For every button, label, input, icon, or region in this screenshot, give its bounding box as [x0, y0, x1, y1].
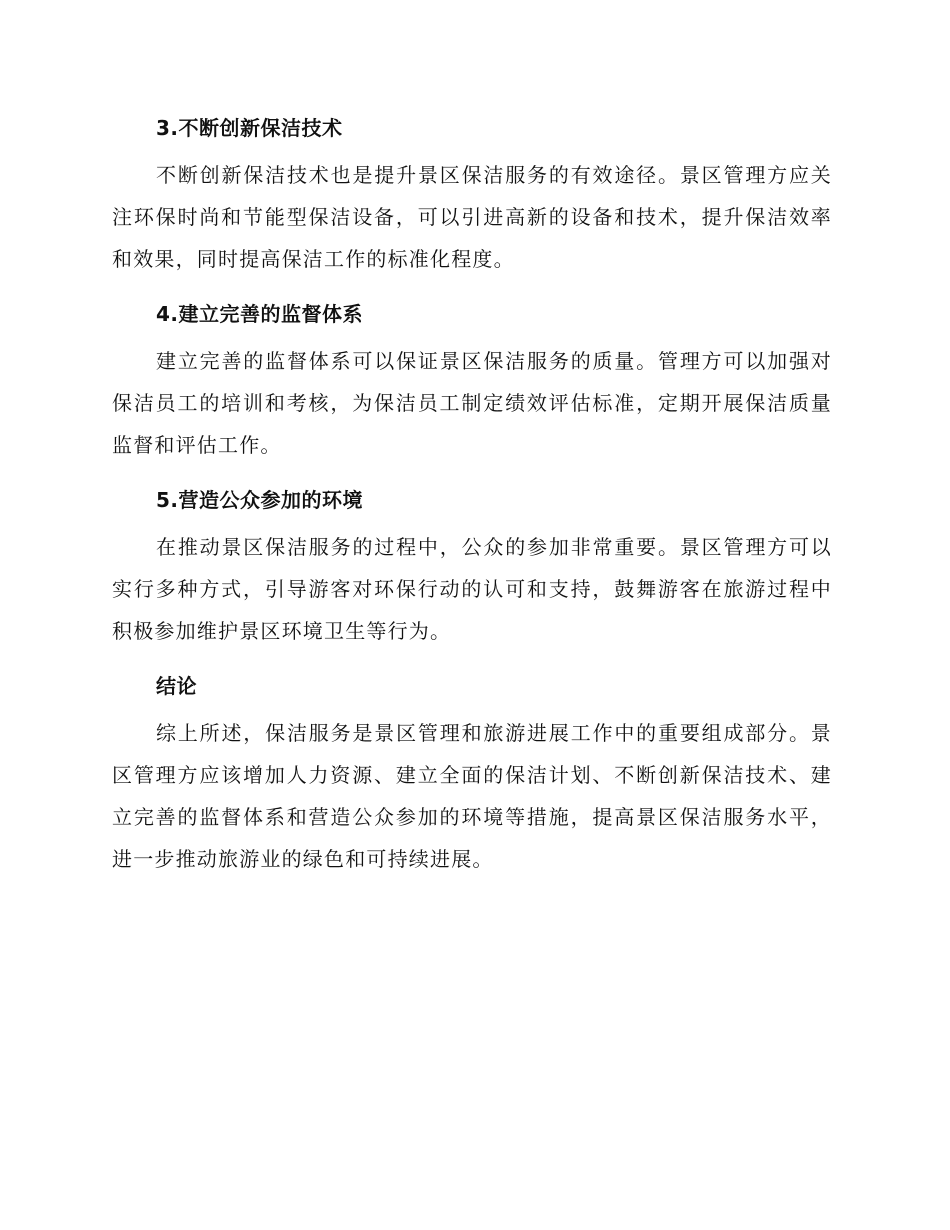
section-paragraph: 建立完善的监督体系可以保证景区保洁服务的质量。管理方可以加强对保洁员工的培训和考核，为保洁员工制定绩效评估标准，定期开展保洁质量监督和评估工作。: [112, 349, 832, 457]
section-paragraph: 不断创新保洁技术也是提升景区保洁服务的有效途径。景区管理方应关注环保时尚和节能型保洁设备，可以引进高新的设备和技术，提升保洁效率和效果，同时提高保洁工作的标准化程度。: [112, 163, 832, 271]
section-paragraph: 综上所述，保洁服务是景区管理和旅游进展工作中的重要组成部分。景区管理方应该增加人力资源、建立全面的保洁计划、不断创新保洁技术、建立完善的监督体系和营造公众参加的环境等措施，提高景区保洁服务水平，进一步推动旅游业的绿色和可持续进展。: [112, 721, 832, 871]
section-conclusion: [112, 666, 832, 880]
section-paragraph: 在推动景区保洁服务的过程中，公众的参加非常重要。景区管理方可以实行多种方式，引导游客对环保行动的认可和支持，鼓舞游客在旅游过程中积极参加维护景区环境卫生等行为。: [112, 535, 832, 643]
section-heading: 3.不断创新保洁技术: [156, 116, 343, 140]
document-body: [112, 108, 832, 894]
section-heading: 4.建立完善的监督体系: [156, 302, 364, 326]
section-heading: 结论: [156, 674, 197, 698]
section-heading: 5.营造公众参加的环境: [156, 488, 364, 512]
section-public-participation: [112, 480, 832, 652]
section-supervision-system: [112, 294, 832, 466]
section-innovate-cleaning-tech: [112, 108, 832, 280]
